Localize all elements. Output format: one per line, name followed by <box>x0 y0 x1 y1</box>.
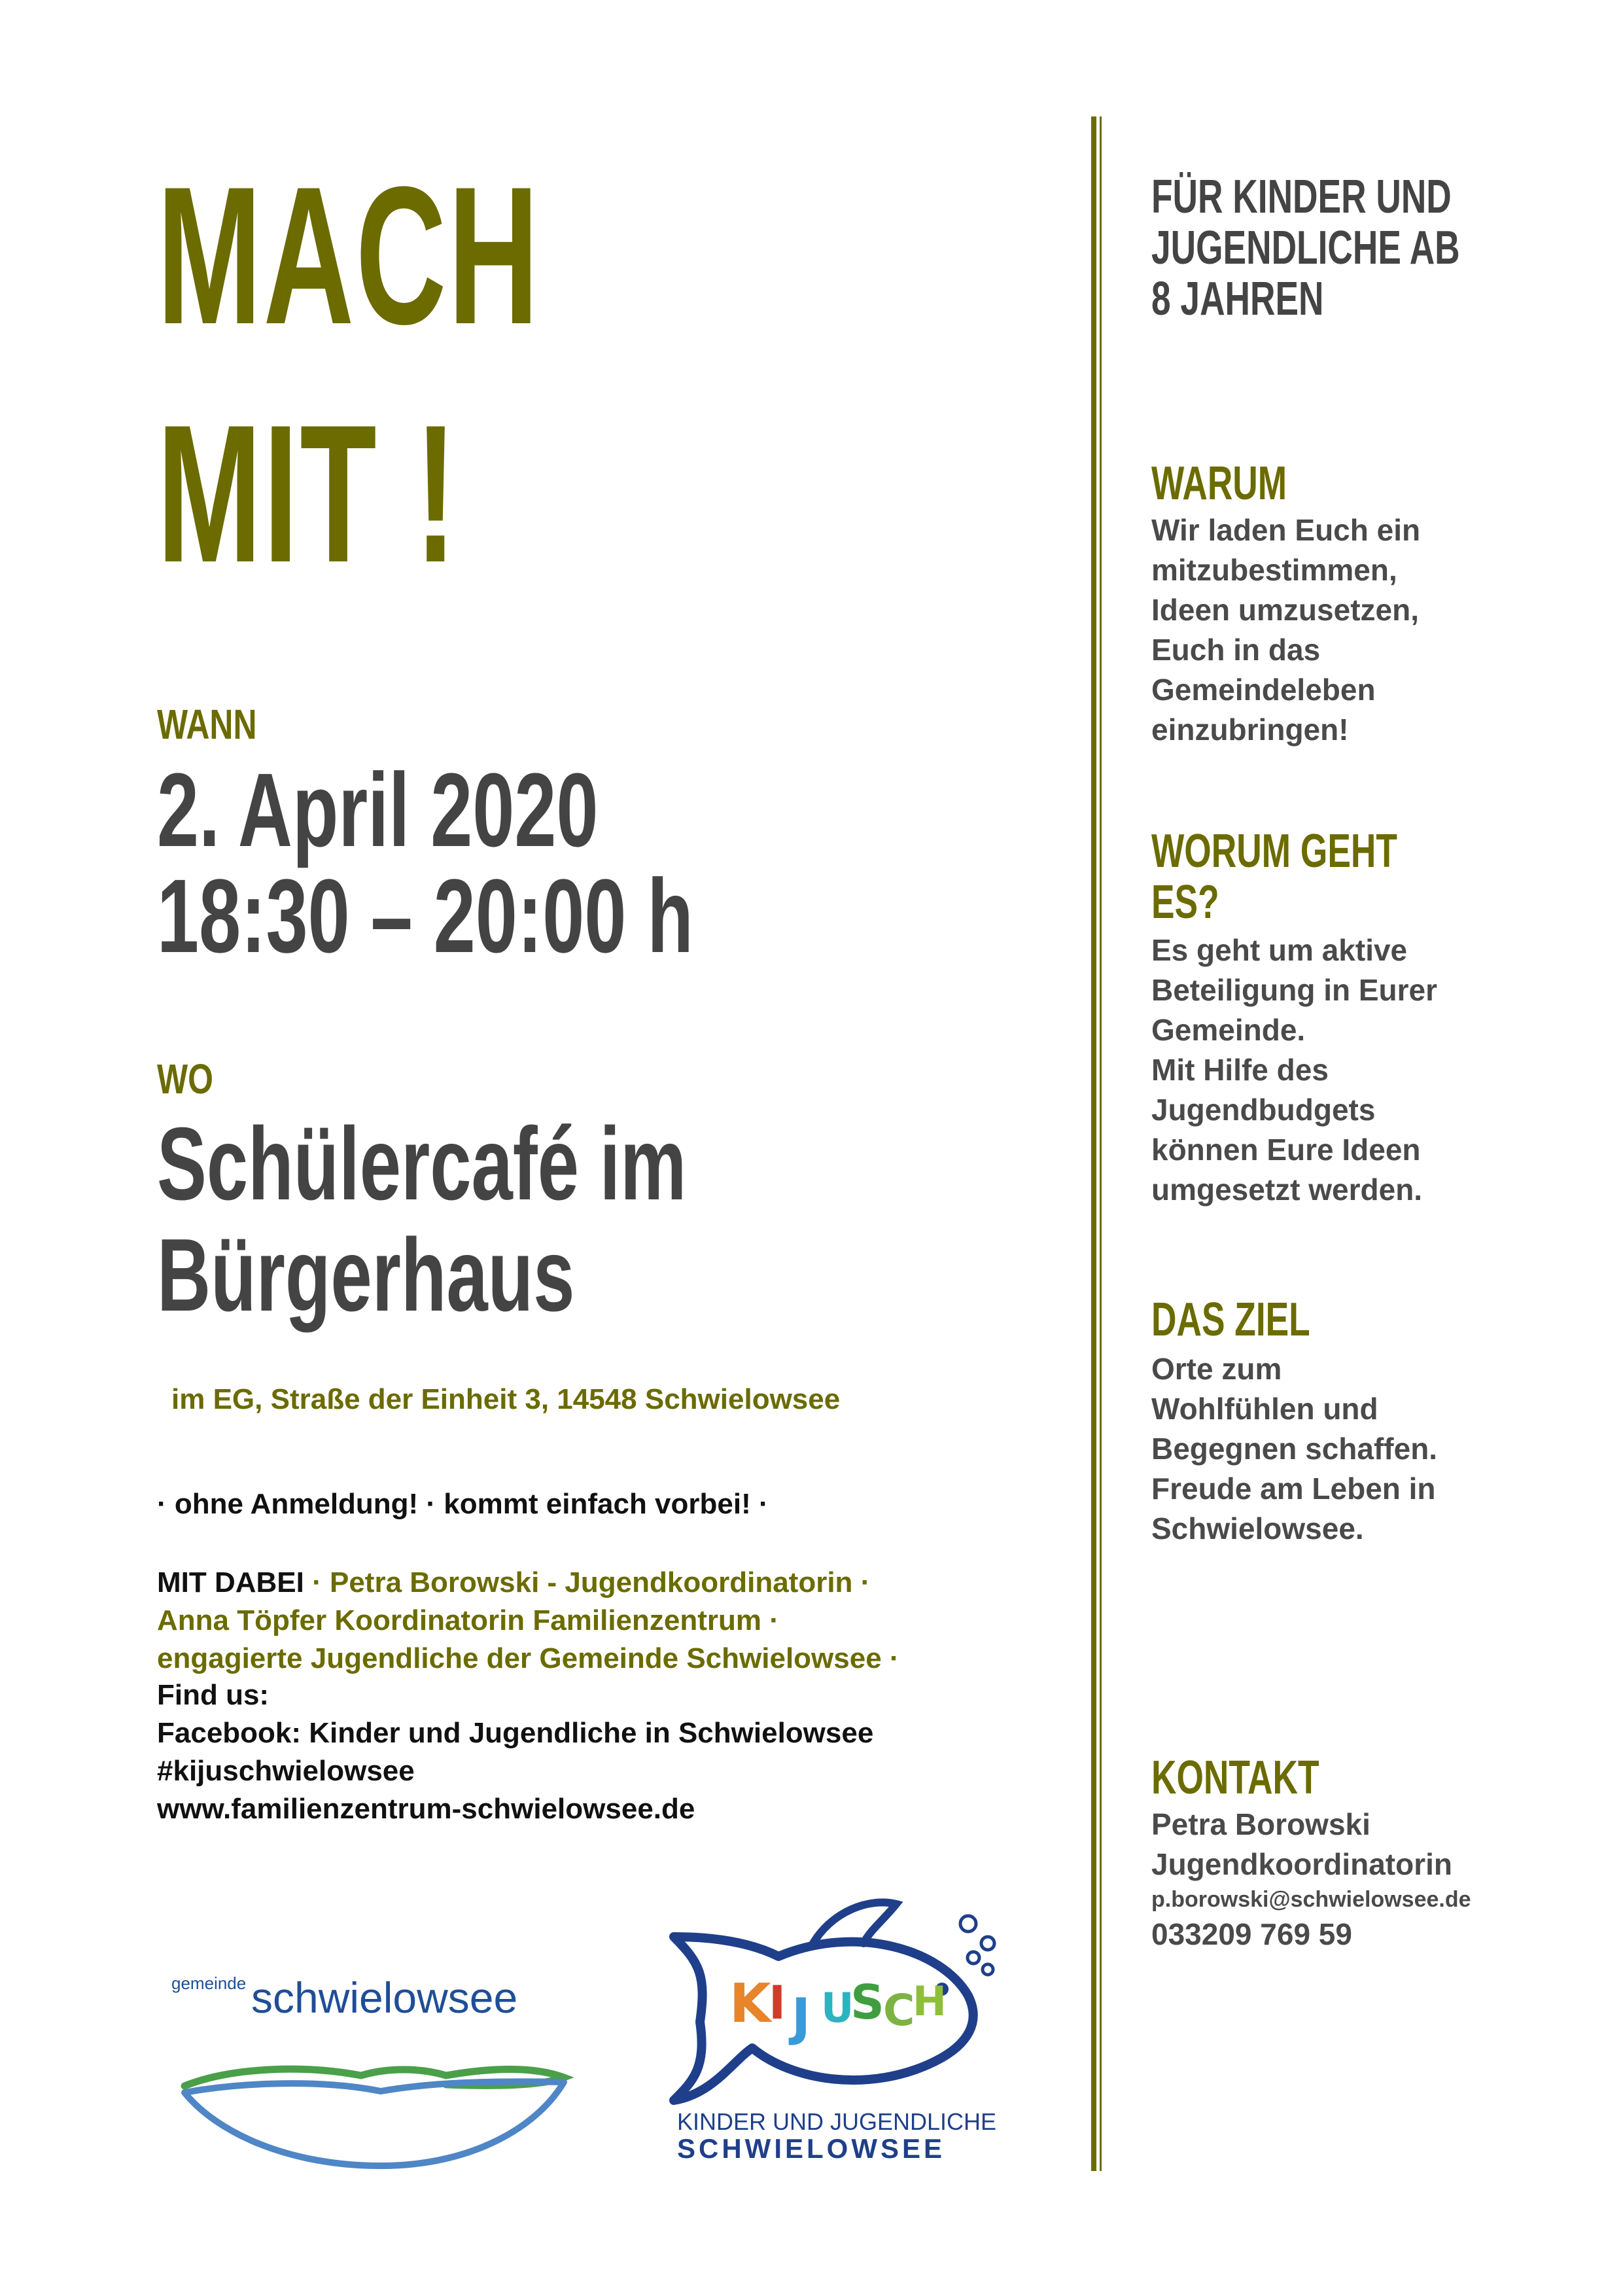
headline-line-2: MIT ! <box>157 383 459 603</box>
headline <box>157 145 756 603</box>
target-line-3: 8 JAHREN <box>1151 273 1324 325</box>
kontakt-name: Petra Borowski <box>1151 1807 1370 1841</box>
ziel-text <box>1151 1349 1437 1549</box>
find-us-title: Find us: <box>157 1679 270 1711</box>
warum-line: mitzubestimmen, <box>1151 553 1397 587</box>
worum-line: können Eure Ideen <box>1151 1133 1421 1167</box>
warum-line: einzubringen! <box>1151 713 1349 747</box>
kijusch-letter-u: U <box>821 1984 854 2032</box>
target-group <box>1151 171 1460 325</box>
ziel-line: Orte zum <box>1151 1352 1282 1386</box>
warum-line: Wir laden Euch ein <box>1151 513 1421 547</box>
logo-gemeinde-name: schwielowsee <box>251 1973 518 2022</box>
warum-text <box>1151 510 1420 750</box>
target-line-2: JUGENDLICHE AB <box>1151 222 1460 274</box>
ziel-title: DAS ZIEL <box>1151 1294 1310 1346</box>
target-line-1: FÜR KINDER UND <box>1151 171 1452 223</box>
wann-label: WANN <box>157 701 257 748</box>
mit-dabei-line-3: engagierte Jugendliche der Gemeinde Schwielowsee · <box>157 1642 899 1674</box>
kijusch-letter-h: H <box>913 1977 947 2025</box>
bubble-icon <box>968 1952 979 1964</box>
ziel-line: Wohlfühlen und <box>1151 1392 1378 1426</box>
address: im EG, Straße der Einheit 3, 14548 Schwielowsee <box>171 1383 841 1415</box>
bubble-icon <box>960 1916 976 1932</box>
place-line-1: Schülercafé im <box>157 1106 687 1222</box>
worum-line: Beteiligung in Eurer <box>1151 973 1438 1007</box>
ziel-line: Begegnen schaffen. <box>1151 1432 1438 1466</box>
event-date: 2. April 2020 <box>157 751 599 868</box>
kijusch-letter-k: K <box>729 1973 771 2035</box>
worum-text <box>1151 930 1437 1210</box>
worum-line: umgesetzt werden. <box>1151 1173 1423 1207</box>
website-link[interactable]: www.familienzentrum-schwielowsee.de <box>157 1793 695 1825</box>
gemeinde-schwielowsee-logo <box>171 1969 603 2185</box>
kontakt-phone: 033209 769 59 <box>1151 1917 1352 1951</box>
logo-gemeinde-small: gemeinde <box>171 1973 247 1993</box>
kijusch-logo <box>661 1884 1001 2159</box>
worum-line: Mit Hilfe des <box>1151 1053 1329 1087</box>
bubble-icon <box>983 1964 993 1975</box>
wo-label: WO <box>157 1055 213 1103</box>
worum-line: Jugendbudgets <box>1151 1093 1376 1127</box>
find-us <box>157 1676 873 1828</box>
worum-title <box>1151 826 1397 928</box>
registration-note <box>157 1485 769 1523</box>
worum-title-line-2: ES? <box>1151 876 1219 928</box>
warum-line: Ideen umzusetzen, <box>1151 593 1419 627</box>
column-divider <box>1091 116 1102 2171</box>
kijusch-letter-i: I <box>769 1976 786 2030</box>
worum-line: Gemeinde. <box>1151 1013 1306 1047</box>
kontakt-email[interactable]: p.borowski@schwielowsee.de <box>1151 1887 1471 1912</box>
mit-dabei-line-2: Anna Töpfer Koordinatorin Familienzentrum · <box>157 1604 779 1636</box>
warum-line: Euch in das <box>1151 633 1321 667</box>
worum-line: Es geht um aktive <box>1151 933 1408 967</box>
kijusch-letter-c: C <box>883 1985 915 2036</box>
mit-dabei <box>157 1564 899 1678</box>
bubble-icon <box>981 1937 994 1950</box>
warum-title: WARUM <box>1151 457 1287 510</box>
event-time: 18:30 – 20:00 h <box>157 857 693 974</box>
ziel-line: Schwielowsee. <box>1151 1511 1364 1545</box>
mit-dabei-line-1: · Petra Borowski - Jugendkoordinatorin · <box>304 1566 871 1598</box>
lake-blue-shape-icon <box>184 2081 564 2166</box>
kontakt-block <box>1151 1805 1471 1954</box>
facebook-link[interactable]: Facebook: Kinder und Jugendliche in Schwielowsee <box>157 1717 874 1749</box>
ziel-line: Freude am Leben in <box>1151 1472 1436 1506</box>
registration-note-text: · ohne Anmeldung! · kommt einfach vorbei! · <box>157 1488 769 1520</box>
place-line-2: Bürgerhaus <box>157 1218 575 1333</box>
kontakt-role: Jugendkoordinatorin <box>1151 1847 1452 1881</box>
kijusch-caption-2: SCHWIELOWSEE <box>677 2133 946 2159</box>
headline-line-1: MACH <box>157 145 541 365</box>
warum-line: Gemeindeleben <box>1151 673 1376 707</box>
worum-title-line-1: WORUM GEHT <box>1151 825 1397 877</box>
hashtag: #kijuschwielowsee <box>157 1755 415 1787</box>
mit-dabei-label: MIT DABEI <box>157 1566 304 1598</box>
kontakt-title: KONTAKT <box>1151 1752 1319 1804</box>
kijusch-letter-j: J <box>792 1988 811 2047</box>
kijusch-caption-1: KINDER UND JUGENDLICHE <box>677 2108 997 2135</box>
kijusch-letter-s: S <box>850 1975 884 2030</box>
